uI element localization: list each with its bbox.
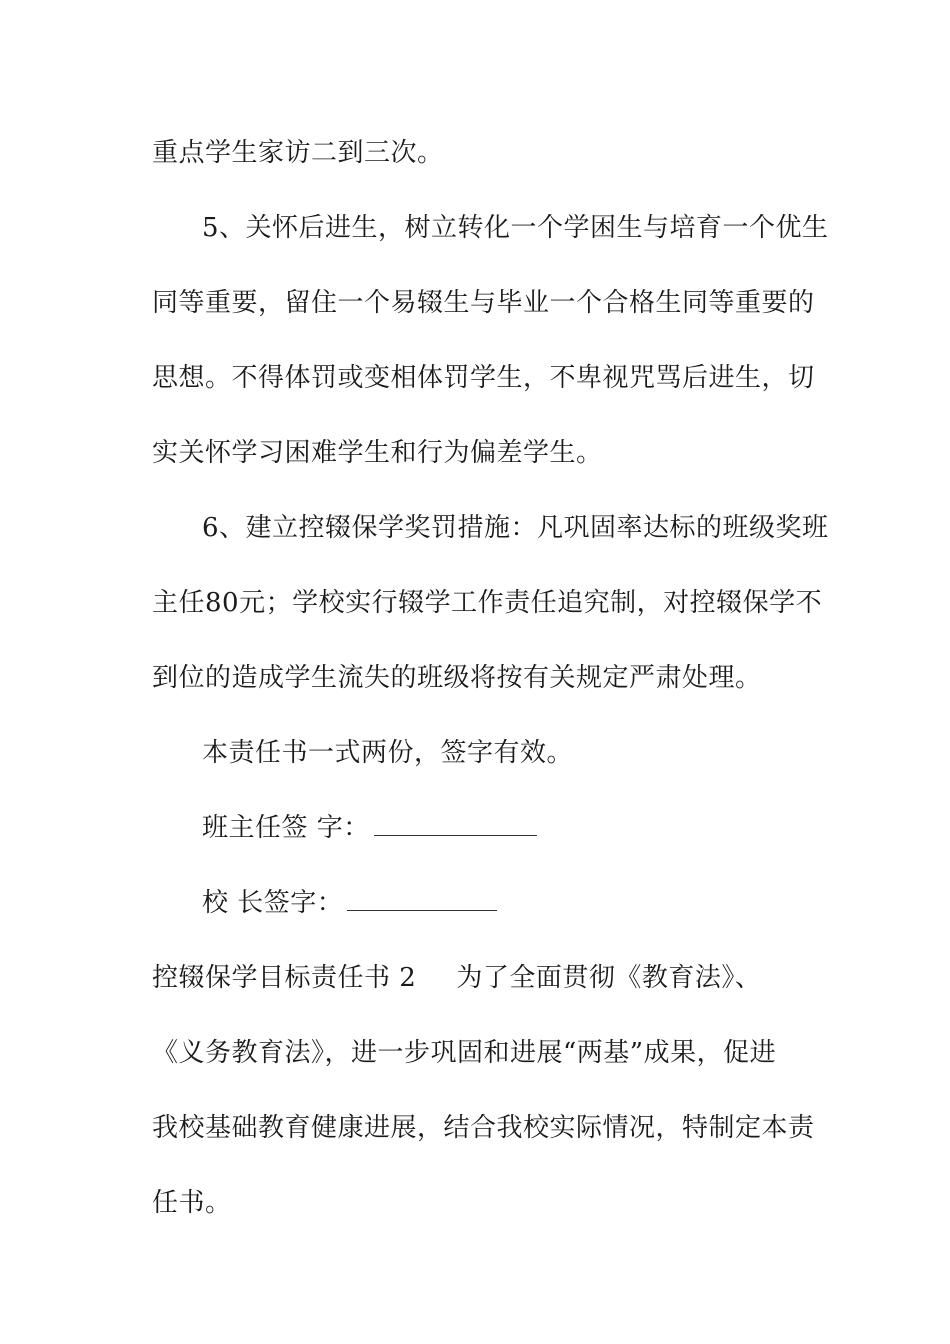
section-title: 控辍保学目标责任书 2 (152, 963, 417, 993)
paragraph-line: 本责任书一式两份，签字有效。 (202, 738, 574, 768)
principal-signature-row (202, 888, 497, 918)
paragraph-line: 实关怀学习困难学生和行为偏差学生。 (152, 438, 603, 468)
paragraph-line: 思想。不得体罚或变相体罚学生，不卑视咒骂后进生，切 (152, 363, 815, 393)
paragraph-line: 任书。 (152, 1188, 232, 1218)
paragraph-line: 同等重要，留住一个易辍生与毕业一个合格生同等重要的 (152, 288, 815, 318)
teacher-signature-blank (374, 813, 537, 836)
paragraph-line: 重点学生家访二到三次。 (152, 138, 444, 168)
paragraph-line: 为了全面贯彻《教育法》、 (456, 963, 762, 993)
paragraph-line: 到位的造成学生流失的班级将按有关规定严肃处理。 (152, 663, 762, 693)
paragraph-line: 5、关怀后进生，树立转化一个学困生与培育一个优生 (202, 213, 829, 243)
section-title-row (152, 963, 761, 993)
paragraph-line: 我校基础教育健康进展，结合我校实际情况，特制定本责 (152, 1113, 815, 1143)
paragraph-line: 主任80元；学校实行辍学工作责任追究制，对控辍保学不 (152, 588, 823, 618)
principal-signature-label: 校 长签字： (202, 888, 344, 918)
paragraph-line: 《义务教育法》，进一步巩固和进展“两基”成果，促进 (152, 1038, 777, 1068)
principal-signature-blank (347, 888, 497, 911)
teacher-signature-label: 班主任签 字： (202, 813, 370, 843)
paragraph-line: 6、建立控辍保学奖罚措施：凡巩固率达标的班级奖班 (202, 513, 829, 543)
teacher-signature-row (202, 813, 537, 843)
